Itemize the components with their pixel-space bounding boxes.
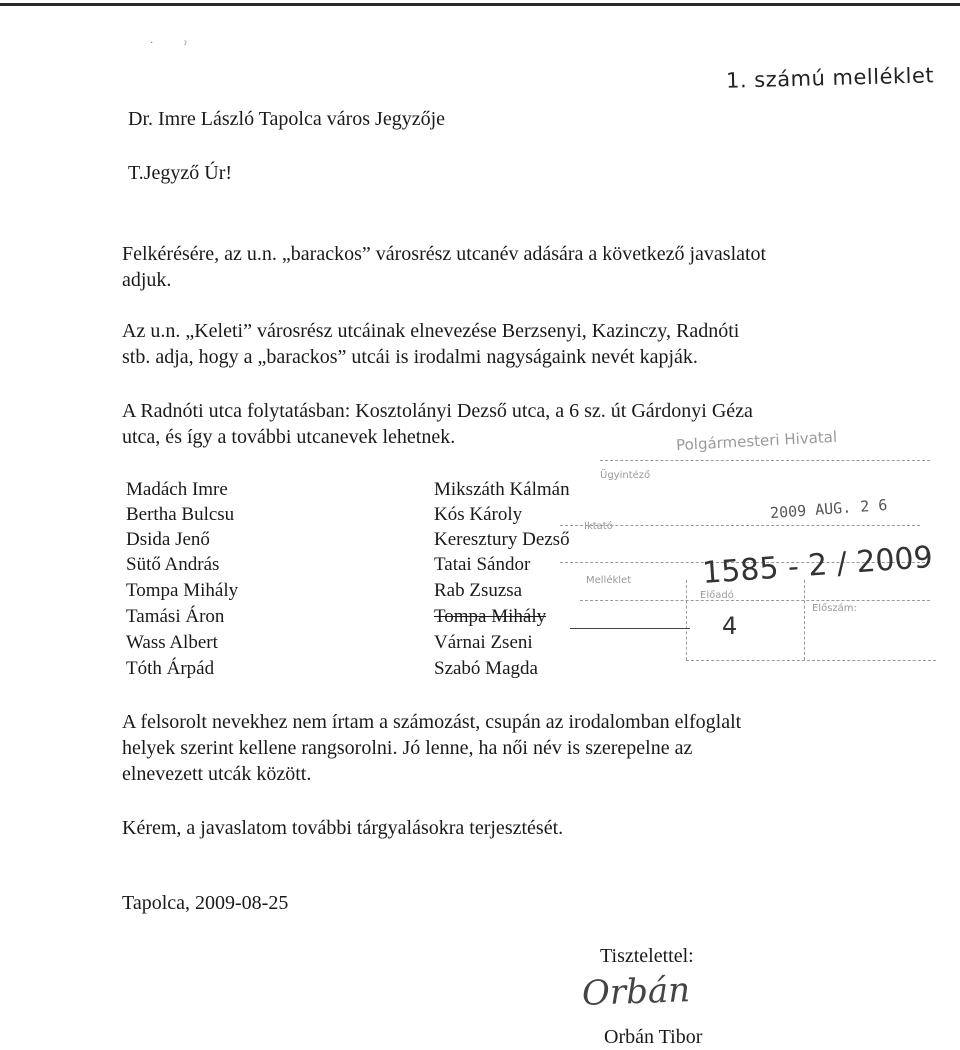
list-item: Tatai Sándor [434, 554, 531, 575]
list-item: Keresztury Dezső [434, 529, 570, 550]
stamp-divider [600, 460, 930, 461]
stamp-column-line [686, 580, 687, 660]
list-item: Tompa Mihály [126, 580, 239, 601]
paragraph-note-line3: elnevezett utcák között. [122, 763, 312, 785]
handwritten-signature: Orbán [581, 970, 691, 1014]
stamp-divider [560, 525, 920, 526]
signer-name: Orbán Tibor [604, 1026, 703, 1048]
annex-label: 1. számú melléklet [725, 63, 935, 93]
stamp-field-eloszam: Előszám: [812, 603, 857, 614]
stamp-field-ugyinteso: Ügyintéző [600, 470, 651, 481]
paragraph-request-line2: adjuk. [122, 269, 172, 291]
list-item: Sütő András [126, 554, 220, 575]
stamp-field-melleklet: Melléklet [586, 575, 632, 586]
paragraph-context-line1: Az u.n. „Keleti” városrész utcáinak elnevezése Berzsenyi, Kazinczy, Radnóti [122, 320, 740, 342]
stamp-date: 2009 AUG. 2 6 [769, 495, 888, 523]
stamp-divider [686, 660, 936, 661]
list-item: Tamási Áron [126, 606, 225, 627]
paragraph-note-line1: A felsorolt nevekhez nem írtam a számozást, csupán az irodalomban elfoglalt [122, 711, 742, 733]
list-item: Várnai Zseni [434, 632, 533, 653]
stamp-office: Polgármesteri Hivatal [675, 427, 838, 455]
closing-phrase: Tisztelettel: [600, 945, 694, 967]
scan-speck: ˀ [184, 40, 187, 51]
paragraph-proposal-line2: utca, és így a további utcanevek lehetnek. [122, 426, 456, 448]
stamp-field-ikt: Iktató [584, 521, 613, 532]
list-item: Tóth Árpád [126, 658, 215, 679]
paragraph-note-line2: helyek szerint kellene rangsorolni. Jó lenne, ha női név is szerepelne az [122, 737, 693, 759]
paragraph-request-line1: Felkérésére, az u.n. „barackos” városrész utcanév adására a következő javaslatot [122, 243, 767, 265]
place-and-date: Tapolca, 2009-08-25 [122, 892, 289, 914]
list-item: Bertha Bulcsu [126, 504, 235, 525]
stamp-handwritten-initials: 4 [722, 612, 738, 640]
stamp-divider [580, 600, 930, 601]
list-item: Wass Albert [126, 632, 218, 653]
list-item: Dsida Jenő [126, 529, 210, 550]
scan-top-border [0, 3, 960, 6]
salutation: T.Jegyző Úr! [128, 162, 233, 184]
list-item: Szabó Magda [434, 658, 538, 679]
paragraph-request-closing: Kérem, a javaslatom további tárgyalásokra terjesztését. [122, 817, 564, 839]
stamp-handwritten-number: 1585 - 2 / 2009 [701, 539, 934, 592]
scan-speck: · [150, 38, 154, 49]
list-item: Rab Zsuzsa [434, 580, 523, 601]
stamp-column-line [804, 580, 805, 660]
list-item: Mikszáth Kálmán [434, 479, 570, 500]
stamp-signature-stroke [570, 628, 690, 629]
stamp-field-eloado: Előadó [700, 590, 734, 601]
paragraph-proposal-line1: A Radnóti utca folytatásban: Kosztolányi Dezső utca, a 6 sz. út Gárdonyi Géza [122, 400, 753, 422]
list-item: Kós Károly [434, 504, 523, 525]
paragraph-context-line2: stb. adja, hogy a „barackos” utcái is irodalmi nagyságaink nevét kapják. [122, 346, 698, 368]
list-item: Madách Imre [126, 479, 228, 500]
addressee: Dr. Imre László Tapolca város Jegyzője [128, 108, 446, 130]
list-item-struck: Tompa Mihály [434, 606, 547, 627]
